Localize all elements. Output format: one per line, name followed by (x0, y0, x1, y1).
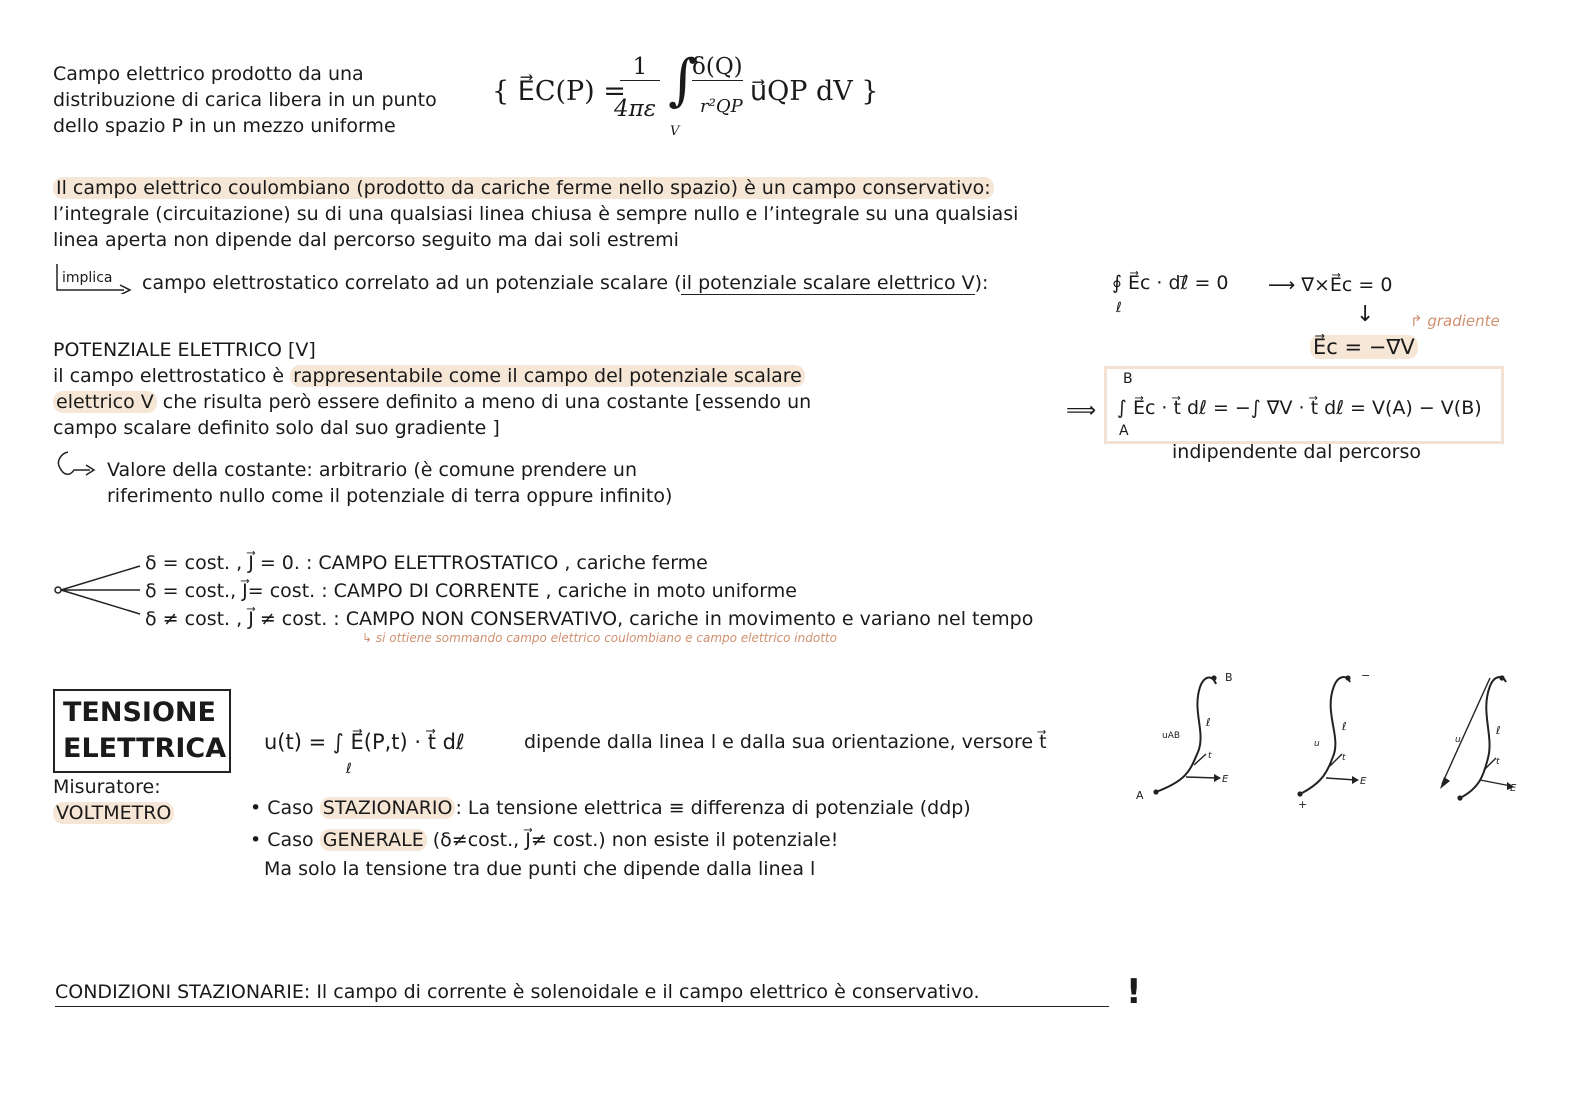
potential-heading: POTENZIALE ELETTRICO [V] (53, 339, 316, 361)
induced-field-note: ↳ si ottiene sommando campo elettrico coulombiano e campo elettrico indotto (362, 631, 837, 645)
formula-lhs: { E⃗C(P) = (492, 76, 626, 107)
fig1-label-top: B (1225, 671, 1233, 684)
case-electrostatic: δ = cost. , J⃗ = 0. : CAMPO ELETTROSTATICO , cariche ferme (145, 552, 708, 574)
meter-label: Misuratore: (53, 776, 161, 798)
fig1-label-u: uAB (1162, 731, 1181, 741)
fig3-label-e: E (1510, 783, 1517, 794)
fig1-label-bottom: A (1136, 789, 1144, 802)
cases-list (145, 549, 1033, 633)
conservative-line-1: Il campo elettrico coulombiano (prodotto da cariche ferme nello spazio) è un campo conservativo: (53, 177, 994, 199)
potential-section (53, 337, 811, 441)
meter-info (53, 774, 174, 826)
fig3-label-t: t (1496, 757, 1500, 767)
fig2-label-e: E (1360, 776, 1367, 787)
figure-1 (1136, 671, 1233, 802)
formula-rhs: u⃗QP dV } (750, 76, 879, 107)
fig2-label-bottom: + (1298, 798, 1308, 811)
tension-formula-subscript: ℓ (346, 761, 352, 777)
fig1-label-t: t (1208, 751, 1212, 761)
branch-lines-icon (52, 560, 148, 620)
bullet1-prefix: Caso (267, 797, 320, 819)
conservative-paragraph (53, 175, 1018, 253)
bullet3-text: Ma solo la tensione tra due punti che dipende dalla linea l (264, 858, 816, 880)
intro-text (53, 61, 437, 139)
integral-sign: ∫ (668, 48, 698, 113)
intro-line-3: dello spazio P in un mezzo uniforme (53, 115, 396, 137)
implica-text-b: il potenziale scalare elettrico V (681, 272, 975, 294)
loop-arrow-icon (54, 448, 100, 482)
implica-text-c: ): (974, 272, 989, 294)
fig2-label-l: ℓ (1342, 720, 1347, 733)
curl-equation: ⟶ ∇×E⃗c = 0 (1268, 274, 1393, 296)
potential-line-2a: elettrico V (53, 391, 157, 413)
case-nonconservative: δ ≠ cost. , J⃗ ≠ cost. : CAMPO NON CONSERVATIVO, cariche in movimento e variano nel tempo (145, 608, 1034, 630)
formula-int-sub: V (670, 124, 680, 139)
fig1-label-e: E (1222, 774, 1229, 785)
potential-line-3: campo scalare definito solo dal suo gradiente ] (53, 417, 500, 439)
bullet2-text: (δ≠cost., J⃗≠ cost.) non esiste il potenziale! (426, 829, 839, 851)
tension-formula: u(t) = ∫ E⃗(P,t) · t⃗ dℓ (264, 730, 465, 754)
potential-line-2b: che risulta però essere definito a meno di una costante [essendo un (156, 391, 812, 413)
tension-cases: • Caso STAZIONARIO : La tensione elettrica ≡ differenza di potenziale (ddp) • Caso GENERALE (δ≠cost., J⃗≠ cost.) non esiste il potenziale! Ma solo la tensione tra due punti che dipende dalla linea l (250, 797, 971, 880)
tension-title-line-2: ELETTRICA (63, 733, 227, 764)
tension-title-box (53, 689, 231, 773)
constant-note-line-1: Valore della costante: arbitrario (è comune prendere un (107, 459, 637, 481)
integral-limit-top: B (1123, 371, 1133, 387)
bullet2-keyword: GENERALE (320, 829, 427, 851)
formula-frac-num: 1 (620, 54, 660, 81)
conservative-line-3: linea aperta non dipende dal percorso seguito ma dai soli estremi (53, 229, 679, 251)
fig2-label-t: t (1342, 753, 1346, 763)
fig1-label-l: ℓ (1206, 716, 1211, 729)
gradient-note-text: gradiente (1427, 312, 1500, 330)
intro-line-1: Campo elettrico prodotto da una (53, 63, 364, 85)
fig2-label-top: − (1361, 669, 1371, 682)
meter-value: VOLTMETRO (53, 802, 174, 824)
intro-line-2: distribuzione di carica libera in un punto (53, 89, 437, 111)
path-integral-box (1104, 366, 1504, 444)
case-current: δ = cost., J⃗= cost. : CAMPO DI CORRENTE , cariche in moto uniforme (145, 580, 797, 602)
fig2-label-u: u (1314, 739, 1320, 749)
bullet1-keyword: STAZIONARIO (320, 797, 456, 819)
gradient-equation (1310, 335, 1418, 359)
cases-branch (52, 560, 148, 625)
figure-2 (1297, 669, 1370, 811)
constant-note-arrow (54, 448, 100, 487)
circulation-equation: ∮ E⃗c · dℓ⃗ = 0 (1112, 272, 1229, 294)
conservative-line-2: l’integrale (circuitazione) su di una qualsiasi linea chiusa è sempre nullo e l’integrale su una qualsiasi (53, 203, 1019, 225)
potential-line-1b: rappresentabile come il campo del potenziale scalare (290, 365, 805, 387)
down-arrow-icon: ↓ (1356, 302, 1375, 327)
formula-frac-den: 4πε (614, 96, 657, 122)
implica-text-a: campo elettrostatico correlato ad un potenziale scalare ( (142, 272, 682, 294)
exclamation-icon: ! (1126, 972, 1142, 1012)
fig3-label-l: ℓ (1496, 724, 1501, 737)
path-integral-equation: ∫ E⃗c · t⃗ dℓ = −∫ ∇V · t⃗ dℓ = V(A) − V(B) (1117, 397, 1482, 419)
implica-arrow (54, 262, 134, 290)
gradient-note: ↱ gradiente (1410, 312, 1500, 330)
constant-note-line-2: riferimento nullo come il potenziale di terra oppure infinito) (107, 485, 673, 507)
integral-limit-bottom: A (1119, 423, 1129, 439)
circulation-subscript: ℓ (1116, 300, 1122, 316)
gradient-equation-text: E⃗c = −∇V (1310, 335, 1418, 359)
implica-text (142, 272, 988, 294)
path-independence-caption: indipendente dal percorso (1172, 441, 1421, 463)
figure-3 (1440, 675, 1517, 800)
bullet2-prefix: Caso (267, 829, 320, 851)
implica-label: implica (62, 270, 113, 286)
constant-note (107, 457, 672, 509)
formula-inner-num: δ(Q) (692, 54, 743, 80)
implies-arrow: ⟹ (1066, 398, 1097, 422)
tension-figures (1128, 662, 1518, 812)
fig3-label-u: u (1455, 735, 1461, 745)
tension-title-line-1: TENSIONE (63, 697, 216, 728)
bullet1-text: : La tensione elettrica ≡ differenza di potenziale (ddp) (455, 797, 971, 819)
formula-inner-den: r²QP (700, 96, 743, 117)
stationary-conditions: CONDIZIONI STAZIONARIE: Il campo di corrente è solenoidale e il campo elettrico è conservativo. (55, 981, 1109, 1007)
potential-line-1a: il campo elettrostatico è (53, 365, 291, 387)
tension-description: dipende dalla linea l e dalla sua orientazione, versore t⃗ (524, 731, 1047, 753)
